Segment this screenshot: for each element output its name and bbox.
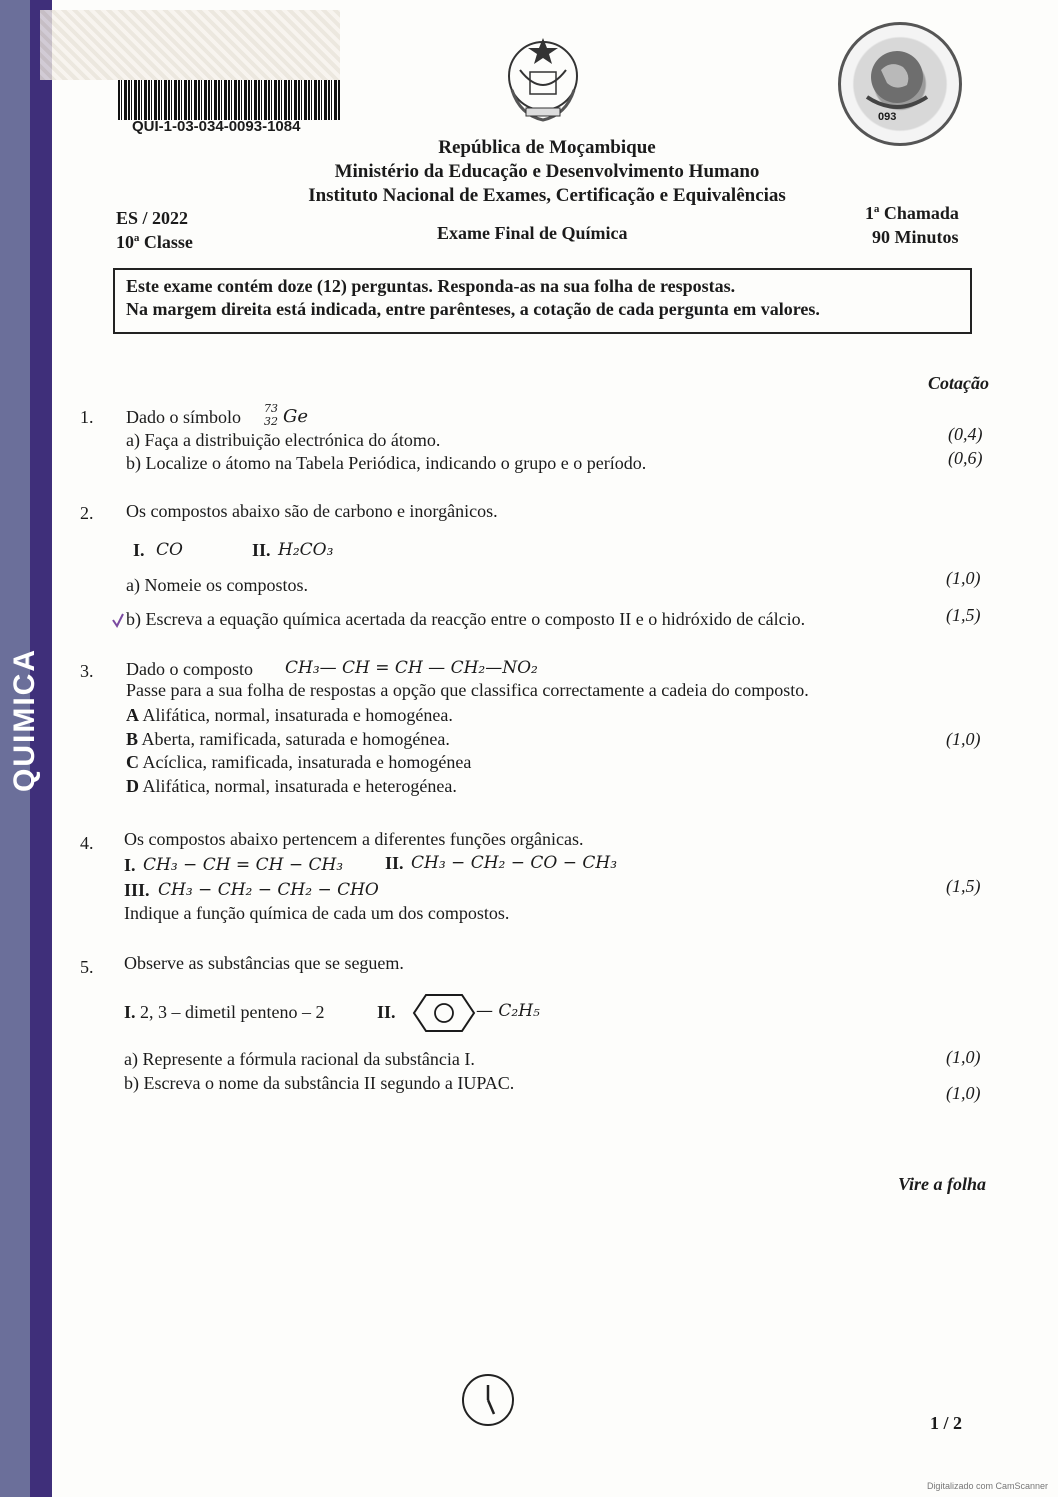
q4-i-label: I. <box>124 855 136 875</box>
q4-number: 4. <box>80 833 94 853</box>
scanner-watermark: Digitalizado com CamScanner <box>926 1481 1048 1491</box>
q4-i-formula: CH₃ − CH = CH − CH₃ <box>143 855 344 875</box>
exam-title: Exame Final de Química <box>437 223 628 243</box>
environment-seal <box>838 22 962 146</box>
q4-iii-formula: CH₃ − CH₂ − CH₂ − CHO <box>158 880 379 900</box>
q3-option-c: C Acíclica, ramificada, insaturada e homogénea <box>126 752 472 772</box>
q3-option-a: A Alifática, normal, insaturada e homogénea. <box>126 705 453 725</box>
globe-hands-icon <box>841 25 953 137</box>
barcode-image <box>118 80 340 120</box>
q1-a-score: (0,4) <box>948 424 983 444</box>
handwritten-tick-icon <box>111 612 125 628</box>
barcode-number: QUI-1-03-034-0093-1084 <box>132 118 301 135</box>
q2-part-a: a) Nomeie os compostos. <box>126 575 308 595</box>
q3-option-b: B Aberta, ramificada, saturada e homogénea. <box>126 729 450 749</box>
q1-element-symbol: Ge <box>283 406 309 427</box>
q4-iii-label: III. <box>124 880 150 900</box>
benzene-ring-icon <box>412 993 476 1033</box>
exam-year: ES / 2022 <box>116 208 189 228</box>
q2-i-formula: CO <box>156 540 183 560</box>
q4-ii-label: II. <box>385 853 404 873</box>
exam-grade: 10ª Classe <box>116 232 193 252</box>
q1-part-b: b) Localize o átomo na Tabela Periódica, indicando o grupo e o período. <box>126 453 647 473</box>
q1-atomic-number: 32 <box>264 415 278 428</box>
q2-i-label: I. <box>133 540 145 560</box>
q3-formula: CH₃— CH = CH — CH₂—NO₂ <box>285 658 538 678</box>
q3-stem: Dado o composto <box>126 659 253 679</box>
score-column-title: Cotação <box>928 373 989 393</box>
q1-number: 1. <box>80 407 94 427</box>
exam-duration: 90 Minutos <box>872 227 959 247</box>
q1-part-a: a) Faça a distribuição electrónica do átomo. <box>126 430 441 450</box>
q4-score: (1,5) <box>946 876 981 896</box>
q5-number: 5. <box>80 957 94 977</box>
header-ministry: Ministério da Educação e Desenvolvimento Humano <box>334 161 760 182</box>
turn-page-note: Vire a folha <box>898 1174 987 1194</box>
clock-icon <box>462 1374 514 1426</box>
page-number: 1 / 2 <box>930 1413 963 1433</box>
paper-stain <box>40 10 340 80</box>
q1-mass-number: 73 <box>264 402 278 415</box>
q1-b-score: (0,6) <box>948 448 983 468</box>
q2-ii-label: II. <box>252 540 271 560</box>
seal-number: 093 <box>878 111 897 123</box>
q2-number: 2. <box>80 503 94 523</box>
q5-ii-label: II. <box>377 1002 396 1022</box>
q5-stem: Observe as substâncias que se seguem. <box>124 953 404 973</box>
q5-substance-i: I. 2, 3 – dimetil penteno – 2 <box>124 1002 325 1022</box>
q3-option-d: D Alifática, normal, insaturada e heterogénea. <box>126 776 457 796</box>
q3-number: 3. <box>80 661 94 681</box>
q5-part-b: b) Escreva o nome da substância II segundo a IUPAC. <box>124 1073 515 1093</box>
q5-a-score: (1,0) <box>946 1047 981 1067</box>
q1-isotope-notation <box>264 402 284 430</box>
instructions-line-1: Este exame contém doze (12) perguntas. Responda-as na sua folha de respostas. <box>126 276 736 296</box>
q5-b-score: (1,0) <box>946 1083 981 1103</box>
exam-call: 1ª Chamada <box>865 203 959 223</box>
q3-instruction: Passe para a sua folha de respostas a opção que classifica correctamente a cadeia do composto. <box>126 680 809 700</box>
q1-stem: Dado o símbolo <box>126 407 241 427</box>
q3-score: (1,0) <box>946 729 981 749</box>
q2-part-b: b) Escreva a equação química acertada da reacção entre o composto II e o hidróxido de cálcio. <box>126 609 806 629</box>
header-republic: República de Moçambique <box>438 137 656 158</box>
q5-part-a: a) Represente a fórmula racional da substância I. <box>124 1049 475 1069</box>
q4-ii-formula: CH₃ − CH₂ − CO − CH₃ <box>411 853 618 873</box>
q2-ii-formula: H₂CO₃ <box>278 540 334 560</box>
q4-task: Indique a função química de cada um dos compostos. <box>124 903 510 923</box>
q5-ii-substituent: — C₂H₅ <box>476 1001 540 1021</box>
subject-label: QUIMICA <box>8 648 41 792</box>
q2-stem: Os compostos abaixo são de carbono e inorgânicos. <box>126 501 498 521</box>
q2-a-score: (1,0) <box>946 568 981 588</box>
instructions-line-2: Na margem direita está indicada, entre parênteses, a cotação de cada pergunta em valores. <box>126 299 820 319</box>
header-institute: Instituto Nacional de Exames, Certificação e Equivalências <box>308 185 786 206</box>
national-emblem-icon <box>500 30 586 126</box>
q2-b-score: (1,5) <box>946 605 981 625</box>
q4-stem: Os compostos abaixo pertencem a diferentes funções orgânicas. <box>124 829 584 849</box>
